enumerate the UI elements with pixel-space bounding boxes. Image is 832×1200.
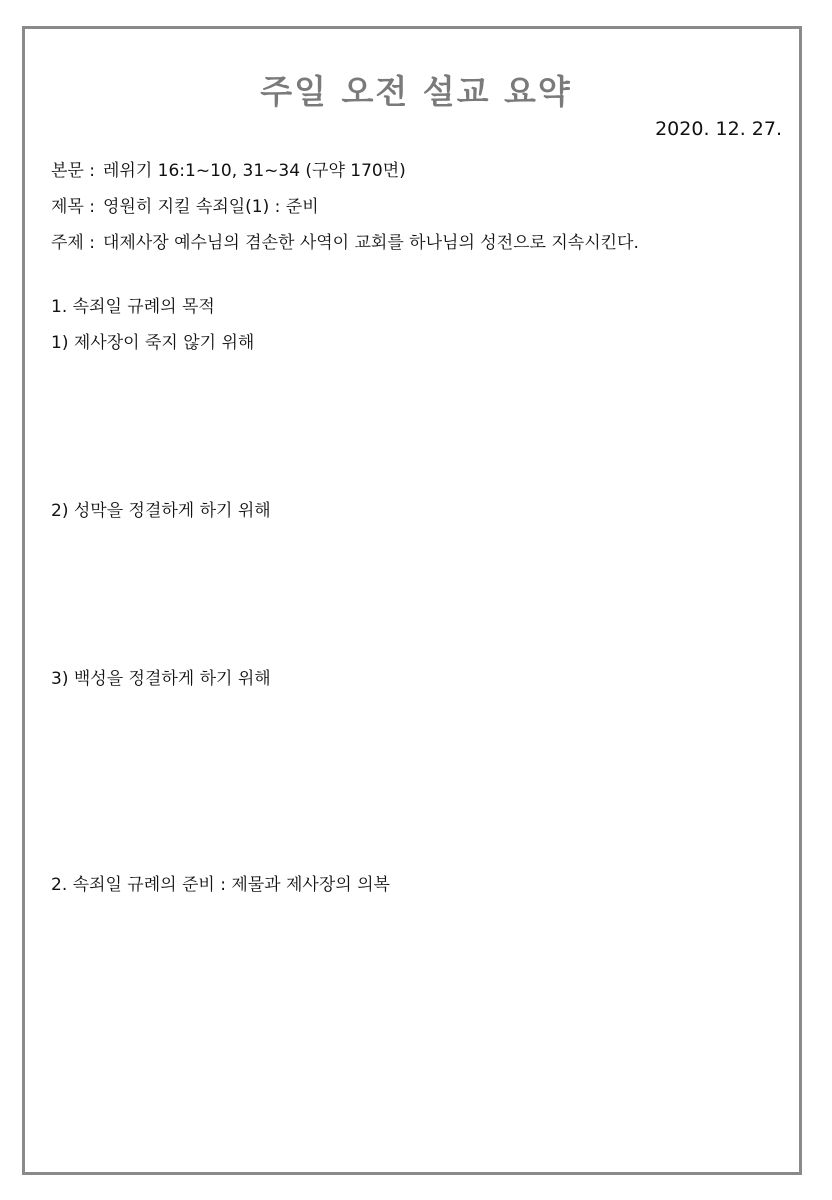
- sermon-title-text: 영원히 지킬 속죄일(1) : 준비: [102, 197, 319, 217]
- theme-line: [51, 228, 639, 253]
- theme-text: 대제사장 예수님의 겸손한 사역이 교회를 하나님의 성전으로 지속시킨다.: [102, 233, 639, 253]
- section-heading-preparation: 2. 속죄일 규례의 준비 : 제물과 제사장의 의복: [51, 875, 390, 895]
- scripture-text: 레위기 16:1~10, 31~34 (구약 170면): [102, 161, 406, 181]
- outline-item-2: 2) 성막을 정결하게 하기 위해: [51, 501, 271, 521]
- sermon-title-label: 제목 :: [51, 197, 95, 217]
- scripture-label: 본문 :: [51, 161, 95, 181]
- document-date: 2020. 12. 27.: [655, 118, 782, 140]
- scripture-line: [51, 156, 406, 181]
- outline-item-1: 1) 제사장이 죽지 않기 위해: [51, 333, 255, 353]
- outline-item-3: 3) 백성을 정결하게 하기 위해: [51, 669, 271, 689]
- theme-label: 주제 :: [51, 233, 95, 253]
- section-heading-purpose: 1. 속죄일 규례의 목적: [51, 297, 215, 317]
- sermon-title-line: [51, 192, 319, 217]
- document-title: 주일 오전 설교 요약: [260, 72, 572, 111]
